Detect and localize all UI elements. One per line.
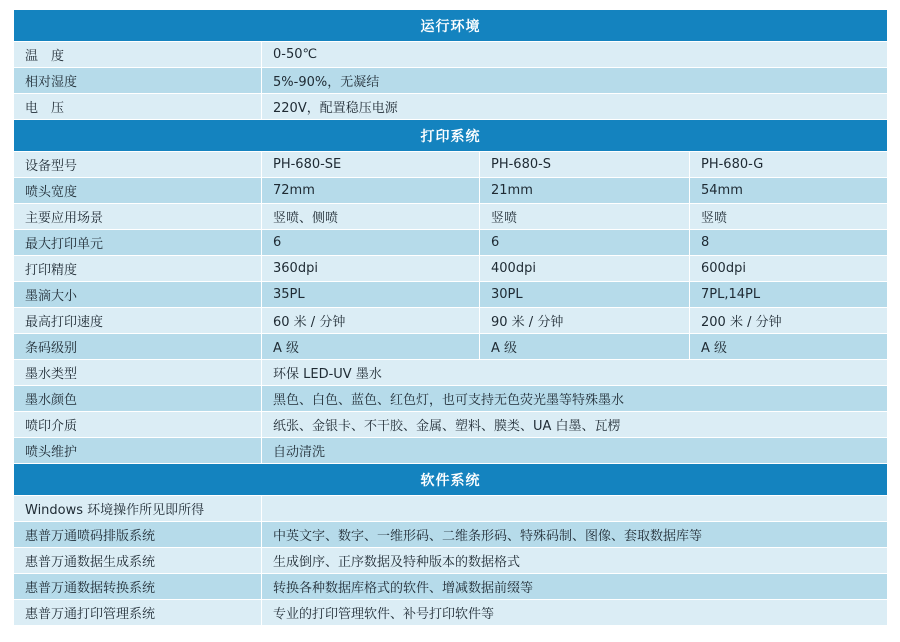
table-cell: 6 <box>262 230 480 256</box>
table-cell <box>262 496 887 522</box>
table-cell: 黑色、白色、蓝色、红色灯，也可支持无色荧光墨等特殊墨水 <box>262 386 887 412</box>
table-cell: 环保 LED-UV 墨水 <box>262 360 887 386</box>
table-row <box>14 412 887 438</box>
table-cell: 喷印介质 <box>14 412 262 438</box>
spec-table <box>14 10 887 626</box>
table-cell: 自动清洗 <box>262 438 887 464</box>
table-cell: 7PL,14PL <box>690 282 887 308</box>
table-cell: 最大打印单元 <box>14 230 262 256</box>
table-cell: 中英文字、数字、一维形码、二维条形码、特殊码制、图像、套取数据库等 <box>262 522 887 548</box>
section-header-print <box>14 120 887 152</box>
table-row <box>14 548 887 574</box>
section-header-software <box>14 464 887 496</box>
table-cell: PH-680-SE <box>262 152 480 178</box>
table-row <box>14 256 887 282</box>
table-row <box>14 308 887 334</box>
table-cell: 主要应用场景 <box>14 204 262 230</box>
table-cell: 设备型号 <box>14 152 262 178</box>
table-cell: 专业的打印管理软件、补号打印软件等 <box>262 600 887 626</box>
table-cell: 竖喷 <box>480 204 690 230</box>
section-title-print: 打印系统 <box>14 120 887 152</box>
table-row <box>14 178 887 204</box>
table-cell: 墨滴大小 <box>14 282 262 308</box>
table-cell: 墨水类型 <box>14 360 262 386</box>
table-row <box>14 68 887 94</box>
table-row <box>14 230 887 256</box>
table-cell: 打印精度 <box>14 256 262 282</box>
table-cell: 400dpi <box>480 256 690 282</box>
table-cell: 竖喷 <box>690 204 887 230</box>
table-cell: 惠普万通数据转换系统 <box>14 574 262 600</box>
table-row <box>14 360 887 386</box>
section-title-software: 软件系统 <box>14 464 887 496</box>
table-row <box>14 496 887 522</box>
table-cell: 60 米 / 分钟 <box>262 308 480 334</box>
table-cell: 温 度 <box>14 42 262 68</box>
table-cell: 转换各种数据库格式的软件、增减数据前缀等 <box>262 574 887 600</box>
table-cell: 生成倒序、正序数据及特种版本的数据格式 <box>262 548 887 574</box>
table-cell: 条码级别 <box>14 334 262 360</box>
table-row <box>14 94 887 120</box>
table-cell: PH-680-G <box>690 152 887 178</box>
table-row <box>14 574 887 600</box>
table-cell: 54mm <box>690 178 887 204</box>
table-row <box>14 334 887 360</box>
table-cell: 360dpi <box>262 256 480 282</box>
table-cell: 电 压 <box>14 94 262 120</box>
table-cell: Windows 环境操作所见即所得 <box>14 496 262 522</box>
table-cell: 喷头维护 <box>14 438 262 464</box>
table-cell: 纸张、金银卡、不干胶、金属、塑料、膜类、UA 白墨、瓦楞 <box>262 412 887 438</box>
section-header-env <box>14 10 887 42</box>
table-cell: 墨水颜色 <box>14 386 262 412</box>
table-cell: 惠普万通喷码排版系统 <box>14 522 262 548</box>
table-cell: A 级 <box>480 334 690 360</box>
table-cell: PH-680-S <box>480 152 690 178</box>
table-row <box>14 282 887 308</box>
table-cell: 惠普万通数据生成系统 <box>14 548 262 574</box>
spec-table-body <box>14 10 887 626</box>
table-cell: 5%-90%，无凝结 <box>262 68 887 94</box>
table-cell: 0-50℃ <box>262 42 887 68</box>
table-cell: 30PL <box>480 282 690 308</box>
table-cell: 竖喷、侧喷 <box>262 204 480 230</box>
table-cell: 8 <box>690 230 887 256</box>
table-row <box>14 522 887 548</box>
table-row <box>14 152 887 178</box>
table-cell: 90 米 / 分钟 <box>480 308 690 334</box>
table-cell: A 级 <box>262 334 480 360</box>
table-cell: 21mm <box>480 178 690 204</box>
table-row <box>14 386 887 412</box>
table-cell: A 级 <box>690 334 887 360</box>
table-row <box>14 600 887 626</box>
table-cell: 惠普万通打印管理系统 <box>14 600 262 626</box>
section-title-env: 运行环境 <box>14 10 887 42</box>
table-cell: 600dpi <box>690 256 887 282</box>
table-cell: 72mm <box>262 178 480 204</box>
table-row <box>14 438 887 464</box>
table-cell: 最高打印速度 <box>14 308 262 334</box>
table-cell: 35PL <box>262 282 480 308</box>
table-cell: 6 <box>480 230 690 256</box>
table-cell: 200 米 / 分钟 <box>690 308 887 334</box>
table-cell: 相对湿度 <box>14 68 262 94</box>
table-cell: 220V，配置稳压电源 <box>262 94 887 120</box>
table-row <box>14 42 887 68</box>
table-cell: 喷头宽度 <box>14 178 262 204</box>
table-row <box>14 204 887 230</box>
